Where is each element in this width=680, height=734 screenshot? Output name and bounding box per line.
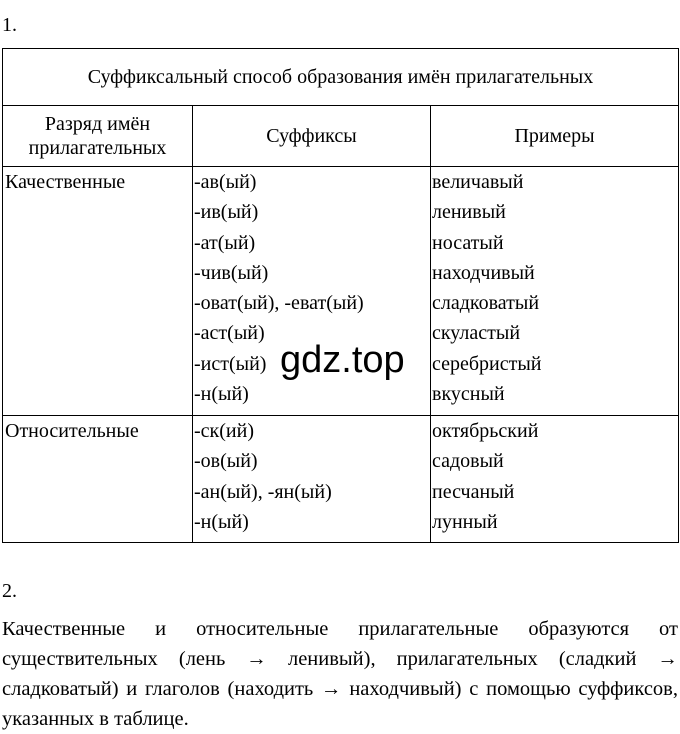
suffix-item: -н(ый) [194, 383, 249, 406]
suffix-item: -ист(ый) [194, 352, 267, 375]
section-number-1: 1. [2, 14, 17, 36]
header-category-line2: прилагательных [28, 137, 167, 159]
example-item: садовый [432, 450, 504, 473]
suffix-table [2, 48, 679, 543]
suffix-item: -ат(ый) [194, 231, 256, 254]
example-item: серебристый [432, 352, 542, 375]
section-number-2: 2. [2, 580, 17, 602]
example-item: октябрьский [432, 420, 539, 442]
answer-paragraph: Качественные и относительные прилагательные образуются от существительных (лень → ленивый), прилагательных (сладкий → сладковатый) и глаголов (находить → находчивый) с помощью суффиксов, указанных в таблице. [2, 618, 678, 730]
example-item: находчивый [432, 261, 535, 284]
category-label: Относительные [5, 420, 139, 442]
suffix-item: -ан(ый), -ян(ый) [194, 480, 332, 503]
table-row-relative [3, 416, 679, 543]
example-item: ленивый [432, 201, 506, 224]
category-label: Качественные [5, 171, 126, 193]
example-item: лунный [432, 510, 498, 533]
header-category [3, 106, 193, 167]
watermark: gdz.top [276, 338, 409, 382]
suffix-item: -аст(ый) [194, 322, 265, 345]
suffix-item: -чив(ый) [194, 261, 269, 284]
example-list [431, 416, 679, 543]
header-suffixes: Суффиксы [193, 106, 431, 167]
suffix-list [193, 416, 431, 543]
header-category-line1: Разряд имён [44, 113, 151, 135]
suffix-item: -ов(ый) [194, 450, 258, 473]
example-item: вкусный [432, 383, 505, 406]
suffix-item: -оват(ый), -еват(ый) [194, 292, 364, 315]
example-item: песчаный [432, 480, 515, 503]
header-examples: Примеры [431, 106, 679, 167]
suffix-item: -ав(ый) [194, 171, 257, 193]
suffix-item: -ив(ый) [194, 201, 259, 224]
suffix-item: -ск(ий) [194, 420, 254, 442]
example-list [431, 167, 679, 416]
example-item: носатый [432, 231, 504, 254]
example-item: сладковатый [432, 292, 540, 315]
suffix-item: -н(ый) [194, 510, 249, 533]
example-item: величавый [432, 171, 524, 193]
table-title: Суффиксальный способ образования имён прилагательных [3, 49, 679, 106]
example-item: скуластый [432, 322, 521, 345]
